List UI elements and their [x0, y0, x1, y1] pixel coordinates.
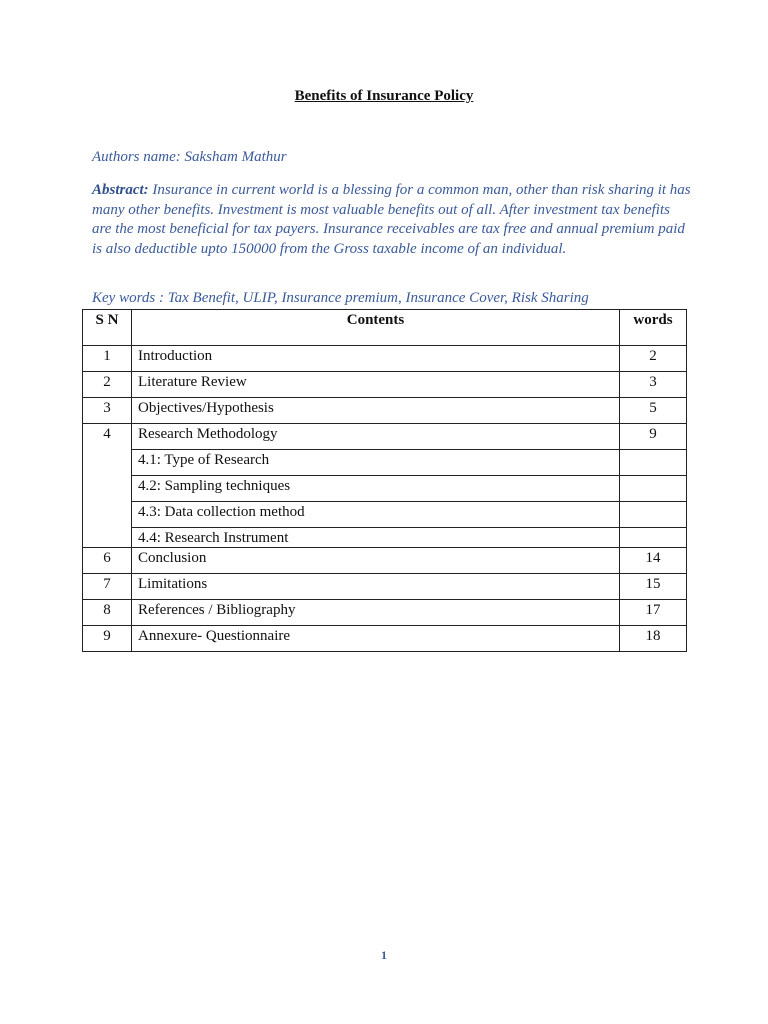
table-row — [83, 372, 687, 398]
row-words — [620, 476, 687, 502]
row-words — [620, 450, 687, 476]
row-words: 17 — [620, 600, 687, 626]
table-row — [83, 476, 687, 502]
table-row — [83, 424, 687, 450]
authors-line: Authors name: Saksham Mathur — [92, 149, 287, 165]
row-content: References / Bibliography — [132, 600, 620, 626]
table-row — [83, 548, 687, 574]
row-sn: 2 — [83, 372, 132, 398]
row-sn: 7 — [83, 574, 132, 600]
row-words: 3 — [620, 372, 687, 398]
table-row — [83, 528, 687, 548]
row-words: 9 — [620, 424, 687, 450]
header-contents: Contents — [132, 310, 620, 346]
row-content: Introduction — [132, 346, 620, 372]
row-sn: 3 — [83, 398, 132, 424]
table-header-row — [83, 310, 687, 346]
abstract-paragraph — [92, 181, 692, 259]
row-sn: 4 — [83, 424, 132, 548]
row-words: 5 — [620, 398, 687, 424]
row-words — [620, 502, 687, 528]
row-sn: 9 — [83, 626, 132, 652]
row-sn: 8 — [83, 600, 132, 626]
table-row — [83, 574, 687, 600]
row-words: 2 — [620, 346, 687, 372]
document-title: Benefits of Insurance Policy — [294, 88, 474, 104]
row-sn: 1 — [83, 346, 132, 372]
row-words — [620, 528, 687, 548]
row-content: Conclusion — [132, 548, 620, 574]
table-row — [83, 346, 687, 372]
row-content: 4.3: Data collection method — [132, 502, 620, 528]
abstract-text: Insurance in current world is a blessing for a common man, other than risk sharing it has many other benefits. Investment is most valuable benefits out of all. After investment tax benefits are the most beneficial for tax payers. Insurance receivables are tax free and annual premium paid is also deductible upto 150000 from the Gross taxable income of an individual. — [92, 182, 691, 257]
contents-table — [82, 309, 687, 652]
row-words: 18 — [620, 626, 687, 652]
header-sn: S N — [83, 310, 132, 346]
row-content: Limitations — [132, 574, 620, 600]
page-number: 1 — [381, 948, 387, 962]
table-row — [83, 450, 687, 476]
keywords-line: Key words : Tax Benefit, ULIP, Insurance premium, Insurance Cover, Risk Sharing — [92, 290, 589, 306]
row-content: Literature Review — [132, 372, 620, 398]
header-words: words — [620, 310, 687, 346]
table-row — [83, 502, 687, 528]
row-content: 4.4: Research Instrument — [132, 528, 620, 548]
row-content: Research Methodology — [132, 424, 620, 450]
table-row — [83, 600, 687, 626]
row-content: 4.1: Type of Research — [132, 450, 620, 476]
row-words: 14 — [620, 548, 687, 574]
row-words: 15 — [620, 574, 687, 600]
row-content: Annexure- Questionnaire — [132, 626, 620, 652]
table-row — [83, 398, 687, 424]
abstract-label: Abstract: — [92, 182, 149, 198]
table-row — [83, 626, 687, 652]
row-content: Objectives/Hypothesis — [132, 398, 620, 424]
row-content: 4.2: Sampling techniques — [132, 476, 620, 502]
row-sn: 6 — [83, 548, 132, 574]
